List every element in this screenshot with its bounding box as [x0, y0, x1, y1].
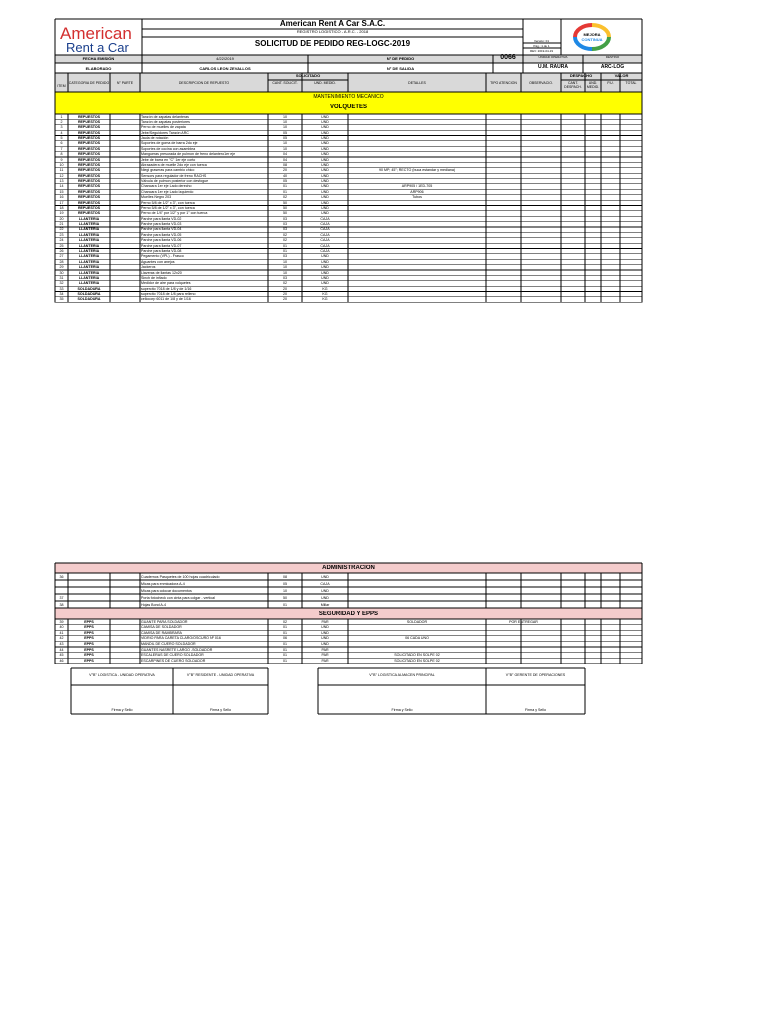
table-cell: 03 [283, 227, 287, 232]
signature-foot: Firma y Sello [525, 708, 546, 712]
table-cell: Parche para llanta VD-08 [141, 249, 182, 253]
col-header: CANT. SOLICIT. [272, 81, 298, 85]
table-cell: 50 [283, 200, 287, 205]
table-cell: REPUESTOS [77, 162, 101, 167]
table-cell: SOLDADURA [77, 286, 101, 291]
table-cell: 01 [283, 641, 287, 646]
table-cell: LLANTERIA [78, 243, 100, 248]
table-cell: Medidor de aire para volquetes [141, 281, 191, 286]
doc-title: SOLICITUD DE PEDIDO REG-LOGC-2019 [254, 39, 411, 48]
table-cell: 35 [59, 297, 64, 302]
table-cell: CAJA [320, 222, 330, 227]
table-cell: UND [321, 270, 329, 275]
table-cell: CAJA [320, 249, 330, 253]
table-cell: Millar [320, 602, 330, 607]
table-cell: CAMISA DE SOLDADOR [141, 625, 182, 630]
table-cell: 1 [60, 114, 63, 119]
table-cell: 36 [59, 574, 64, 579]
table-cell: 10 [283, 146, 287, 151]
table-cell: 22 [59, 227, 64, 232]
table-cell: GUANTES NASRETE LARGO -SOLDADOR [141, 647, 213, 652]
table-cell: 01 [283, 653, 287, 658]
table-cell: 20 [283, 297, 287, 302]
table-cell: UND [321, 173, 329, 178]
table-cell: Perno de 1/4" por 1/2" y por 1" con tuerca [141, 211, 208, 216]
table-cell: 30 [59, 270, 64, 275]
signature-foot: Firma y Sello [210, 708, 231, 712]
table-cell: UND [321, 254, 329, 259]
col-header: CANT. DESPACH. [564, 81, 582, 89]
table-cell: CAJA [320, 243, 330, 248]
table-cell: KG [322, 297, 328, 302]
table-cell: ARP905 / 1ED-705 [401, 184, 433, 189]
signature-title: V°B° RESIDENTE - UNIDAD OPERATIVA [186, 673, 255, 677]
table-cell: 01 [283, 602, 287, 607]
table-cell: Parche para llanta VD-03 [141, 222, 182, 227]
table-cell: cellocorp 6011 de 1/8 y de 1/16 [141, 297, 191, 302]
table-cell: 5 [60, 136, 63, 141]
table-cell: 03 [283, 275, 287, 280]
table-cell: Pegamento (VPL) - Frasco [141, 254, 184, 259]
signature-title: V°B° GERENTE DE OPERACIONES [505, 673, 566, 677]
table-cell: 01 [283, 184, 287, 189]
table-cell: 10 [283, 114, 287, 119]
table-cell: 11 [59, 168, 64, 173]
table-cell: EPPS [84, 625, 94, 630]
table-cell: 23 [59, 232, 64, 237]
table-cell: CAJA [320, 216, 330, 221]
table-cell: 01 [283, 630, 287, 635]
table-cell: UND [321, 119, 329, 124]
pedido-value: 0066 [500, 54, 516, 61]
group-solicitado: SOLICITADO [295, 73, 321, 78]
table-cell: 29 [59, 265, 64, 270]
table-cell: REPUESTOS [77, 141, 101, 146]
fecha-label: FECHA EMISIÓN [82, 56, 115, 61]
table-cell: LLANTERIA [78, 238, 100, 243]
signature-title: V°B° LOGISTICA ALMACEN PRINCIPAL [369, 673, 435, 677]
doc-meta-2: REV: 2019-04-19 [529, 49, 554, 53]
table-cell: 37 [59, 595, 64, 600]
table-cell: 20 [283, 168, 287, 173]
registro-subtitle: REGISTRO LOGISTICO - A.R.C. - 2018 [296, 29, 369, 34]
table-cell: UND [321, 125, 329, 130]
table-cell: 90 MP; 45°; RECTO (buca estandar y mediana) [378, 168, 456, 173]
table-cell: Parche para llanta VD-05 [141, 232, 182, 237]
table-cell: SOLICITADO EN SOLPE 02 [394, 653, 440, 658]
table-cell: Jebe de barra en "C" 1er eje corto [141, 157, 196, 162]
table-cell: 24 [59, 238, 64, 243]
table-cell: 03 [283, 216, 287, 221]
table-cell: 05 [283, 136, 287, 141]
table-cell: EPPS [84, 653, 94, 658]
unidad-value: U.M. RAURA [538, 64, 568, 70]
table-cell: CAJA [320, 227, 330, 232]
table-cell: 42 [59, 636, 64, 641]
table-cell: 01 [283, 189, 287, 194]
table-cell: 05 [283, 130, 287, 135]
table-cell: REPUESTOS [77, 125, 101, 130]
table-cell: 33 [59, 286, 64, 291]
elaborado-label: ELABORADO [85, 66, 112, 71]
table-cell: 45 [59, 653, 64, 658]
table-cell: LLANTERIA [78, 227, 100, 232]
signature-title: V°B° LOGISTICA - UNIDAD OPERATIVA [89, 673, 155, 677]
table-cell: 05 [283, 179, 287, 184]
table-cell: LLANTERIA [78, 275, 100, 280]
table-cell: UND [321, 136, 329, 141]
destino-label: DESTINO [605, 55, 620, 59]
table-cell: REPUESTOS [77, 136, 101, 141]
table-cell: Niegi graseras para cambio chico [141, 168, 195, 173]
table-cell: UND [321, 195, 329, 200]
table-cell: 44 [59, 647, 64, 652]
table-cell: EPPS [84, 641, 94, 646]
table-cell: 25 [59, 243, 64, 248]
table-cell: UND [321, 595, 329, 600]
table-cell: 50 [283, 595, 287, 600]
svg-text:MEJORA: MEJORA [583, 32, 601, 37]
table-cell: Tanzón de zapatas delanteras [141, 114, 189, 119]
table-cell: EPPS [84, 619, 94, 624]
table-cell: ARP906 [410, 189, 424, 194]
doc-meta-1: Pág.: 1 de 1 [533, 44, 550, 48]
table-cell: 28 [59, 259, 64, 264]
table-cell: 06 CADA UNO [405, 636, 429, 641]
table-cell: UND [321, 636, 329, 641]
table-cell: PAR [321, 647, 329, 652]
elaborado-value: CARLOS LEON ZEVALLOS [199, 66, 251, 71]
table-cell: REPUESTOS [77, 195, 101, 200]
table-cell: UND [321, 588, 329, 593]
svg-text:CONTINUA: CONTINUA [581, 37, 603, 42]
table-cell: 50 [283, 211, 287, 216]
table-cell: ESCARPINES DE CUERO SOLDADOR [141, 658, 206, 663]
table-cell: KG [322, 292, 328, 297]
table-cell: 01 [283, 647, 287, 652]
table-cell: 05 [283, 581, 287, 586]
table-cell: UND [321, 141, 329, 146]
table-cell: PAR [321, 658, 329, 663]
col-header: TIPO ATENCION [490, 81, 517, 85]
table-cell: 14 [59, 184, 64, 189]
table-cell: REPUESTOS [77, 152, 101, 157]
table-cell: 02 [283, 195, 287, 200]
table-cell: Hojas Bond A-4 [141, 602, 166, 607]
table-cell: LLANTERIA [78, 265, 100, 270]
table-cell: Jebe/Seguidores Tanzón ARC [141, 130, 189, 135]
table-cell: Muelles Negro 203 [141, 195, 172, 200]
table-cell: Parche para llanta VD-02 [141, 216, 182, 221]
table-cell: 01 [283, 625, 287, 630]
table-cell: LLANTERIA [78, 249, 100, 253]
table-cell: 40 [283, 173, 287, 178]
table-cell: Perno de muelles de zapata [141, 125, 186, 130]
table-cell: PAR [321, 653, 329, 658]
table-cell: 2 [60, 119, 63, 124]
group-valor: VALOR [614, 73, 629, 78]
table-cell: UND [321, 168, 329, 173]
table-cell: 8 [60, 152, 63, 157]
table-cell: Jackeros [141, 265, 156, 270]
table-cell: Parche para llanta VD-07 [141, 243, 182, 248]
table-cell: 03 [283, 222, 287, 227]
table-cell: EPPS [84, 658, 94, 663]
section-volquetes: VOLQUETES [329, 104, 367, 110]
table-cell: Perno 5/8 de 1/2" x 3", con tuerca [141, 200, 195, 205]
table-cell: UND [321, 114, 329, 119]
pedido-label: N° DE PEDIDO [386, 56, 415, 61]
table-cell: 39 [59, 619, 64, 624]
table-cell: 02 [283, 232, 287, 237]
table-cell: REPUESTOS [77, 114, 101, 119]
table-cell: 16 [59, 195, 64, 200]
table-cell: Aguantes con anejos [141, 259, 175, 264]
col-header: CATEGORIA DE PEDIDO [68, 81, 110, 85]
table-cell: Chancara 1er eje Lado Izquierdo [141, 189, 194, 194]
mejora-continua-icon [563, 22, 621, 52]
table-cell: 40 [59, 625, 64, 630]
section-administracion: ADMINISTRACION [322, 565, 375, 571]
table-cell: Micas para colocar documentos [141, 588, 192, 593]
table-cell: UND [321, 130, 329, 135]
unidad-label: UNIDAD OPERATIVA [538, 55, 568, 59]
table-cell: MANDIL DE CUERO SOLDADOR [141, 641, 196, 646]
col-header: N° PARTE [116, 81, 134, 85]
table-cell: VIDRIO PARA CARETA CLARO/OSCURO Nº 016 [141, 636, 221, 641]
table-cell: 10 [283, 588, 287, 593]
table-cell: 4 [60, 130, 63, 135]
table-cell: LLANTERIA [78, 222, 100, 227]
table-cell: LLANTERIA [78, 281, 100, 286]
table-cell: REPUESTOS [77, 119, 101, 124]
table-cell: 21 [59, 222, 64, 227]
table-cell: SOLICITADO EN SOLPE 02 [394, 658, 440, 663]
table-cell: 02 [283, 281, 287, 286]
table-cell: ESCALERAS DE CUERO SOLDADOR [141, 653, 204, 658]
table-cell: LLANTERIA [78, 254, 100, 259]
table-cell: REPUESTOS [77, 205, 101, 210]
table-cell: LLANTERIA [78, 270, 100, 275]
table-cell: Chancara 1er eje Lado derecho [141, 184, 192, 189]
table-cell: POR ENTREGAR [509, 619, 538, 624]
signature-foot: Firma y Sello [111, 708, 133, 712]
table-cell: 7 [60, 146, 63, 151]
table-cell: REPUESTOS [77, 130, 101, 135]
table-cell: 08 [283, 162, 287, 167]
table-cell: Jaula de rotación [141, 136, 169, 141]
table-cell: CAJA [320, 581, 330, 586]
destino-value: ARC-LOG [600, 64, 625, 70]
table-cell: 13 [59, 179, 64, 184]
table-cell: 10 [283, 125, 287, 130]
logo-rent-a-car: Rent a Car [66, 40, 129, 55]
table-cell: 32 [59, 281, 64, 286]
table-cell: UND [321, 146, 329, 151]
table-cell: 02 [283, 619, 287, 624]
table-cell: UND [321, 625, 329, 630]
col-header: UND. MEDID. [586, 81, 600, 89]
table-cell: 01 [283, 249, 287, 253]
table-cell: 10 [283, 119, 287, 124]
table-cell: UND [321, 152, 329, 157]
col-header: DESCRIPCION DE REPUESTO [178, 81, 230, 85]
table-cell: REPUESTOS [77, 184, 101, 189]
table-cell: 50 [283, 205, 287, 210]
table-cell: PAR [321, 619, 329, 624]
table-cell: EPPS [84, 647, 94, 652]
table-cell: Cuadernos Pasquetes de 100 hojas cuadriculado [141, 574, 220, 579]
table-cell: UND [321, 211, 329, 216]
table-cell: REPUESTOS [77, 189, 101, 194]
table-cell: Sinch de inflado [141, 275, 167, 280]
table-cell: REPUESTOS [77, 157, 101, 162]
table-cell: 10 [283, 265, 287, 270]
col-header: P.U. [607, 81, 614, 85]
table-cell: 20 [283, 286, 287, 291]
group-despacho: DESPACHO [569, 73, 593, 78]
table-cell: UND [321, 259, 329, 264]
table-cell: CAJA [320, 238, 330, 243]
table-cell: 03 [283, 254, 287, 259]
doc-meta-0: Versión: 01 [533, 39, 549, 43]
table-cell: REPUESTOS [77, 173, 101, 178]
table-cell: 38 [59, 602, 64, 607]
table-cell: UND [321, 200, 329, 205]
table-cell: UND [321, 641, 329, 646]
table-cell: 6 [60, 141, 63, 146]
table-cell: UND [321, 189, 329, 194]
section-seguridad: SEGURIDAD Y EPPS [318, 611, 379, 617]
table-cell: Llaveras de llantas 12x20 [141, 270, 182, 275]
table-cell: UND [321, 630, 329, 635]
table-cell: 08 [283, 574, 287, 579]
table-cell: Mangueras presurada de pulmon de freno delantero1er eje [141, 152, 236, 157]
company-name: American Rent A Car S.A.C. [279, 19, 386, 28]
table-cell: 43 [59, 641, 64, 646]
table-cell: 10 [283, 141, 287, 146]
col-header: UND. MEDID. [314, 81, 336, 85]
table-cell: Perno 5/8 de 1/2" x 3", con tuerca [141, 205, 195, 210]
table-cell: Parche para llanta VD-06 [141, 238, 182, 243]
table-cell: 02 [283, 238, 287, 243]
table-cell: REPUESTOS [77, 168, 101, 173]
col-header: DETALLES [408, 81, 426, 85]
table-cell: supercito 7018 de 1/8 y de 1/16 [141, 286, 192, 291]
table-cell: CAMISA DE RAMBRARA [141, 630, 182, 635]
table-cell: REPUESTOS [77, 146, 101, 151]
table-cell: CAJA [320, 232, 330, 237]
table-cell: UND [321, 205, 329, 210]
col-header: ITEM [57, 84, 66, 88]
table-cell: SOLDADOR [406, 619, 428, 624]
fecha-value: 4/22/2019 [216, 56, 234, 61]
table-cell: UND [321, 162, 329, 167]
section-mantenimiento: MANTENIMIENTO MECANICO [313, 94, 384, 100]
table-cell: 10 [59, 162, 64, 167]
salida-label: N° DE SALIDA [386, 66, 415, 71]
logo-american: American [60, 24, 132, 43]
table-cell: 9 [60, 157, 63, 162]
table-cell: Abrazadera de muelle 2do eje con tuerca [141, 162, 207, 167]
table-cell: 18 [59, 205, 64, 210]
table-cell: 10 [283, 270, 287, 275]
table-cell: 10 [283, 259, 287, 264]
table-cell: 19 [59, 211, 64, 216]
table-cell: 41 [59, 630, 64, 635]
table-cell: REPUESTOS [77, 179, 101, 184]
table-cell: UND [321, 275, 329, 280]
table-cell: 31 [59, 275, 64, 280]
table-cell: Micas para enmicadora A-4 [141, 581, 185, 586]
table-cell: 01 [283, 658, 287, 663]
table-cell: SOLDADURA [77, 292, 101, 297]
table-cell: 04 [283, 157, 287, 162]
table-cell: Parche para llanta VD-04 [141, 227, 182, 232]
table-cell: Soportes de goma de barra 2do eje [141, 141, 198, 146]
table-cell: 27 [59, 254, 64, 259]
table-cell: 04 [283, 152, 287, 157]
table-cell: LLANTERIA [78, 259, 100, 264]
table-cell: REPUESTOS [77, 211, 101, 216]
table-cell: UND [321, 184, 329, 189]
table-cell: UND [321, 281, 329, 286]
table-cell: EPPS [84, 630, 94, 635]
table-cell: 15 [59, 189, 64, 194]
col-header: TOTAL [625, 81, 637, 85]
table-cell: UND [321, 265, 329, 270]
table-cell: 20 [283, 292, 287, 297]
table-cell: 3 [60, 125, 63, 130]
table-cell: Tubos [412, 195, 422, 200]
table-cell: Porta fotocheck con cinta para colgar - vertical [141, 595, 215, 600]
table-cell: LLANTERIA [78, 216, 100, 221]
table-cell: supercito 7018 de 1/8 para relleno [141, 292, 196, 297]
table-cell: SOLDADURA [77, 297, 101, 302]
table-cell: UND [321, 574, 329, 579]
table-cell: 06 [283, 636, 287, 641]
table-cell: Sensors para regulador de freno RACHS [141, 173, 207, 178]
table-cell: LLANTERIA [78, 232, 100, 237]
table-cell: 34 [59, 292, 64, 297]
table-cell: 01 [283, 243, 287, 248]
table-cell: UND [321, 157, 329, 162]
table-cell: 46 [59, 658, 64, 663]
table-cell: EPPS [84, 636, 94, 641]
table-cell: Soportes de cocina con asamblea [141, 146, 196, 151]
signature-foot: Firma y Sello [391, 708, 413, 712]
table-cell: 26 [59, 249, 64, 253]
table-cell: Válvula de pulmon posterior con desfogue [141, 179, 209, 184]
table-cell: 17 [59, 200, 64, 205]
table-cell: 12 [59, 173, 64, 178]
table-cell: KG [322, 286, 328, 291]
col-header: OBSERVACIO. [529, 81, 553, 85]
table-cell: 20 [59, 216, 64, 221]
table-cell: Tanzón de zapatas posteriores [141, 119, 190, 124]
table-cell: GUANTE PARA SOLDADOR [141, 619, 188, 624]
table-cell: REPUESTOS [77, 200, 101, 205]
table-cell: UND [321, 179, 329, 184]
